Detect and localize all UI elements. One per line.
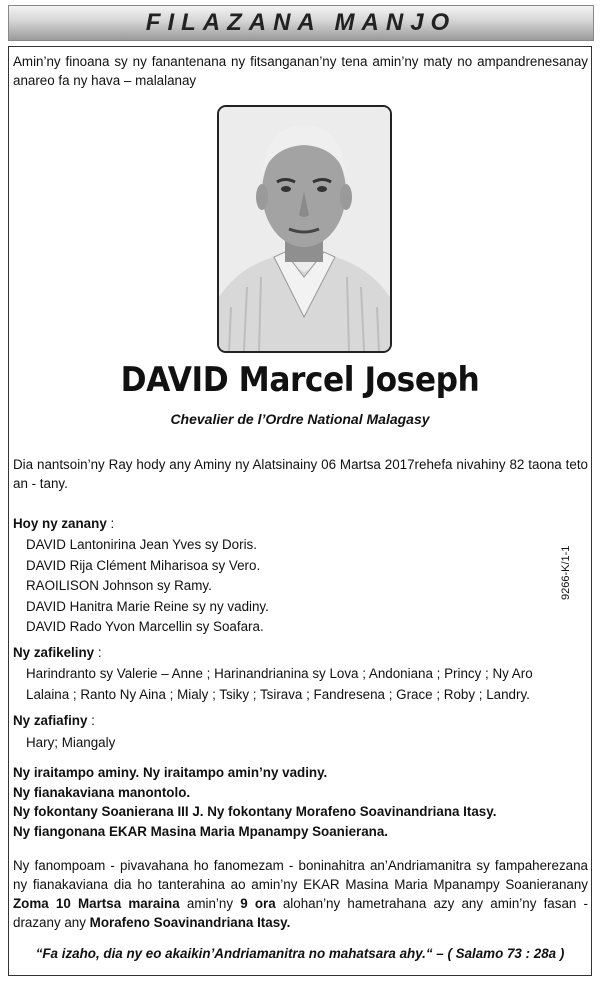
children-label: Hoy ny zanany (13, 516, 107, 531)
bible-quote: “Fa izaho, dia ny eo akaikin’Andriamanitra no mahatsara ahy.“ – ( Salamo 73 : 28a ) (35, 946, 565, 961)
list-item: DAVID Rado Yvon Marcellin sy Soafara. (26, 619, 264, 634)
announcement-header (8, 5, 594, 41)
funeral-details (13, 856, 588, 932)
portrait-image (219, 107, 390, 351)
funeral-text: alohan’ny hametrahana azy any amin’ny fasan - drazany any (13, 896, 588, 930)
intro-text: Amin’ny finoana sy ny fanantenana ny fitsanganan’ny tena amin’ny maty no ampandrenesanay anareo fa ny hava – malalanay (13, 54, 588, 88)
family-lines (13, 763, 588, 841)
children-heading: Hoy ny zanany : (13, 516, 115, 531)
grandchildren-label: Ny zafikeliny (13, 645, 95, 660)
family-line: Ny fokontany Soanierana III J. Ny fokontany Morafeno Soavinandriana Itasy. (13, 804, 497, 819)
great-grandchildren-list (26, 733, 586, 754)
funeral-text: amin’ny (179, 896, 241, 911)
great-grandchildren-label: Ny zafiafiny (13, 713, 88, 728)
list-item: DAVID Lantonirina Jean Yves sy Doris. (26, 537, 257, 552)
list-item: Hary; Miangaly (26, 735, 116, 750)
deceased-name: DAVID Marcel Joseph (120, 360, 480, 400)
family-line: Ny fianakaviana manontolo. (13, 784, 191, 800)
family-line: Ny iraitampo aminy. Ny iraitampo amin’ny vadiny. (13, 765, 328, 780)
list-item: RAOILISON Johnson sy Ramy. (26, 578, 212, 593)
deceased-title: Chevalier de l’Ordre National Malagasy (170, 411, 430, 427)
children-list (26, 535, 586, 638)
list-item: Lalaina ; Ranto Ny Aina ; Mialy ; Tsiky ; Tsirava ; Fandresena ; Grace ; Roby ; Landry. (26, 686, 530, 702)
list-item: DAVID Hanitra Marie Reine sy ny vadiny. (26, 598, 269, 614)
list-item: DAVID Rija Clément Miharisoa sy Vero. (26, 557, 261, 573)
list-item: Harindranto sy Valerie – Anne ; Harinandrianina sy Lova ; Andoniana ; Princy ; Ny Aro (26, 666, 533, 681)
great-grandchildren-heading: Ny zafiafiny : (13, 713, 95, 728)
funeral-text: Ny fanompoam - pivavahana ho fanomezam - boninahitra an’Andriamanitra sy fampaherezana ny fianakaviana dia ho tanterahina ao amin’ny EKAR Masina Maria Mpanampy Soanieranany (13, 858, 588, 892)
funeral-place: Morafeno Soavinandriana Itasy. (89, 915, 291, 930)
family-line: Ny fiangonana EKAR Masina Maria Mpanampy Soanierana. (13, 823, 389, 839)
grandchildren-heading: Ny zafikeliny : (13, 645, 102, 660)
header-title: FILAZANA MANJO (145, 9, 457, 36)
death-notice: Dia nantsoin’ny Ray hody any Aminy ny Alatsinainy 06 Martsa 2017rehefa nivahiny 82 taona teto an - tany. (13, 457, 588, 491)
funeral-date: Zoma 10 Martsa maraina (13, 896, 180, 911)
funeral-time: 9 ora (240, 896, 276, 911)
portrait-photo (217, 105, 392, 353)
reference-code: 9266-K/1-1 (560, 545, 572, 600)
grandchildren-list (26, 664, 586, 705)
